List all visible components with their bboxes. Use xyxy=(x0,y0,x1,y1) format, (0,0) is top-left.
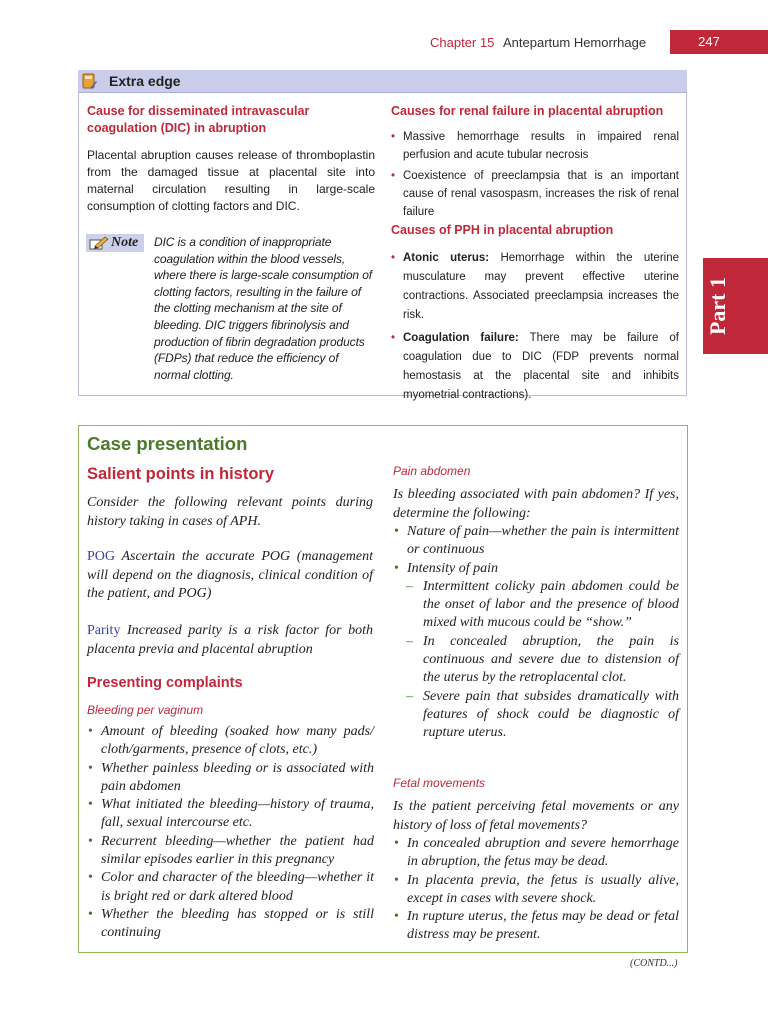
pph-list xyxy=(391,249,679,405)
note-text: DIC is a condition of inappropriate coagulation within the blood vessels, where there is large-scale consumption of clotting factors, resulting in the failure of the clotting mechanism at the site of bleeding. DIC triggers fibrinolysis and production of fibrin degradation products (FDPs) that reduce the efficiency of normal clotting. xyxy=(154,235,373,382)
pain-abdomen-heading: Pain abdomen xyxy=(393,464,471,478)
list-item: – Severe pain that subsides dramatically with features of shock could be diagnostic of rupture uterus. xyxy=(405,688,679,743)
list-item: • Color and character of the bleeding—whether it is bright red or dark altered blood xyxy=(87,869,374,906)
list-item: • Nature of pain—whether the pain is intermittent or continuous xyxy=(393,523,679,560)
renal-failure-heading: Causes for renal failure in placental abruption xyxy=(391,104,664,118)
presenting-complaints-heading: Presenting complaints xyxy=(87,675,243,691)
list-item: • In rupture uterus, the fetus may be dead or fetal distress may be present. xyxy=(393,908,679,945)
pencil-note-icon xyxy=(89,236,109,250)
list-item: – Intermittent colicky pain abdomen could be the onset of labor and the presence of blood mixed with mucous could be “show.” xyxy=(405,578,679,633)
renal-failure-list xyxy=(391,128,679,221)
list-item: – In concealed abruption, the pain is continuous and severe due to distension of the uterus by the retroplacental clot. xyxy=(405,633,679,688)
list-item: • Massive hemorrhage results in impaired renal perfusion and acute tubular necrosis xyxy=(391,128,679,164)
pog-label: POG xyxy=(87,549,116,564)
book-pencil-icon xyxy=(82,73,97,90)
page-number: 247 xyxy=(698,34,720,49)
note-label: Note xyxy=(111,235,139,250)
list-item xyxy=(391,249,679,325)
chapter-title: Antepartum Hemorrhage xyxy=(503,35,647,50)
pph-term-coagulation: Coagulation failure: xyxy=(403,332,519,344)
pog-paragraph xyxy=(87,548,373,604)
page-number-box xyxy=(670,30,768,54)
case-title: Case presentation xyxy=(87,433,248,454)
list-item xyxy=(393,560,679,743)
chapter-label: Chapter 15 xyxy=(430,35,495,50)
extra-edge-title: Extra edge xyxy=(109,73,181,89)
list-item: • Recurrent bleeding—whether the patient had similar episodes earlier in this pregnancy xyxy=(87,833,374,870)
list-item xyxy=(391,329,679,405)
list-item: • In placenta previa, the fetus is usually alive, except in cases with severe shock. xyxy=(393,872,679,909)
pph-term-atonic: Atonic uterus: xyxy=(403,252,490,264)
dic-text: Placental abruption causes release of thromboplastin from the damaged tissue at placental site into maternal circulation resulting in large-scale consumption of clotting factors and DIC. xyxy=(87,148,375,213)
pog-text: Ascertain the accurate POG (management will depend on the diagnosis, clinical condition of the patient, and POG) xyxy=(87,549,373,601)
list-item: • Amount of bleeding (soaked how many pads/ cloth/garments, presence of clots, etc.) xyxy=(87,723,374,760)
parity-paragraph xyxy=(87,622,373,659)
continued-label: (CONTD...) xyxy=(630,958,678,969)
bleeding-heading: Bleeding per vaginum xyxy=(87,703,204,717)
list-item: • Whether painless bleeding or is associated with pain abdomen xyxy=(87,760,374,797)
fetal-intro: Is the patient perceiving fetal movements or any history of loss of fetal movements? xyxy=(393,799,679,833)
pain-list xyxy=(393,523,679,743)
parity-text: Increased parity is a risk factor for both placenta previa and placental abruption xyxy=(87,623,373,657)
pain-sublist xyxy=(405,578,679,743)
dic-heading: Cause for disseminated intravascular coagulation (DIC) in abruption xyxy=(87,104,310,135)
bleeding-list xyxy=(87,723,374,943)
list-item: • In concealed abruption and severe hemorrhage in abruption, the fetus may be dead. xyxy=(393,835,679,872)
list-item: • Whether the bleeding has stopped or is still continuing xyxy=(87,906,374,943)
parity-label: Parity xyxy=(87,623,121,638)
salient-points-heading: Salient points in history xyxy=(87,465,275,483)
part-side-tab-label: Part 1 xyxy=(705,276,730,336)
list-item: • What initiated the bleeding—history of trauma, fall, sexual intercourse etc. xyxy=(87,796,374,833)
pph-text-coagulation: There may be failure of coagulation due to DIC (FDP prevents normal hemostasis at the placental site and inhibits myometrial contractions). xyxy=(403,332,679,401)
pain-intensity-label: Intensity of pain xyxy=(407,560,498,576)
pph-text-atonic: Hemorrhage within the uterine musculature may prevent effective uterine contractions. Associated preeclampsia increases the risk. xyxy=(403,252,679,321)
fetal-movements-heading: Fetal movements xyxy=(393,776,486,790)
fetal-list xyxy=(393,835,679,945)
list-item: • Coexistence of preeclampsia that is an important cause of renal vasospasm, increases the risk of renal failure xyxy=(391,167,679,221)
part-side-tab xyxy=(703,258,768,354)
pph-heading: Causes of PPH in placental abruption xyxy=(391,223,614,237)
case-intro: Consider the following relevant points during history taking in cases of APH. xyxy=(87,495,373,529)
pain-intro: Is bleeding associated with pain abdomen? If yes, determine the following: xyxy=(393,487,679,521)
